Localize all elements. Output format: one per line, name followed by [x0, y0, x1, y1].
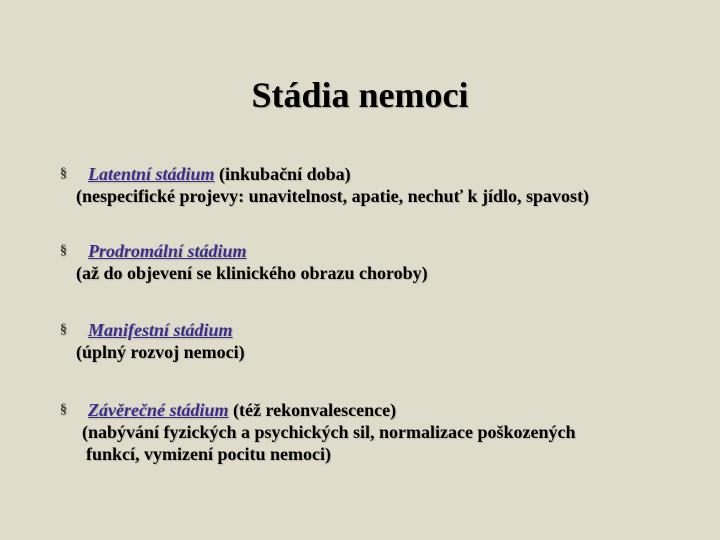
- bullet-icon: §: [60, 166, 67, 181]
- list-item-manifest: [60, 319, 700, 363]
- list-item-prodromal: [60, 240, 700, 284]
- item-detail: (úplný rozvoj nemoci): [76, 342, 245, 362]
- bullet-icon: §: [60, 402, 67, 417]
- slide-title: Stádia nemoci: [251, 75, 469, 115]
- item-detail: (nespecifické projevy: unavitelnost, apatie, nechuť k jídlo, spavost): [76, 186, 590, 206]
- term-link[interactable]: Závěrečné stádium: [88, 400, 229, 420]
- bullet-icon: §: [60, 243, 67, 258]
- term-suffix: (inkubační doba): [214, 164, 351, 184]
- term-link[interactable]: Manifestní stádium: [88, 320, 233, 340]
- item-detail-continued: funkcí, vymizení pocitu nemoci): [86, 444, 331, 464]
- list-item-final: [60, 399, 700, 465]
- item-detail: (nabývání fyzických a psychických sil, normalizace poškozených: [82, 422, 576, 442]
- item-detail: (až do objevení se klinického obrazu choroby): [76, 263, 428, 283]
- bullet-icon: §: [60, 322, 67, 337]
- term-link[interactable]: Prodromální stádium: [88, 241, 247, 261]
- term-suffix: (též rekonvalescence): [228, 400, 397, 420]
- term-link[interactable]: Latentní stádium: [88, 164, 215, 184]
- list-item-latent: [60, 163, 700, 207]
